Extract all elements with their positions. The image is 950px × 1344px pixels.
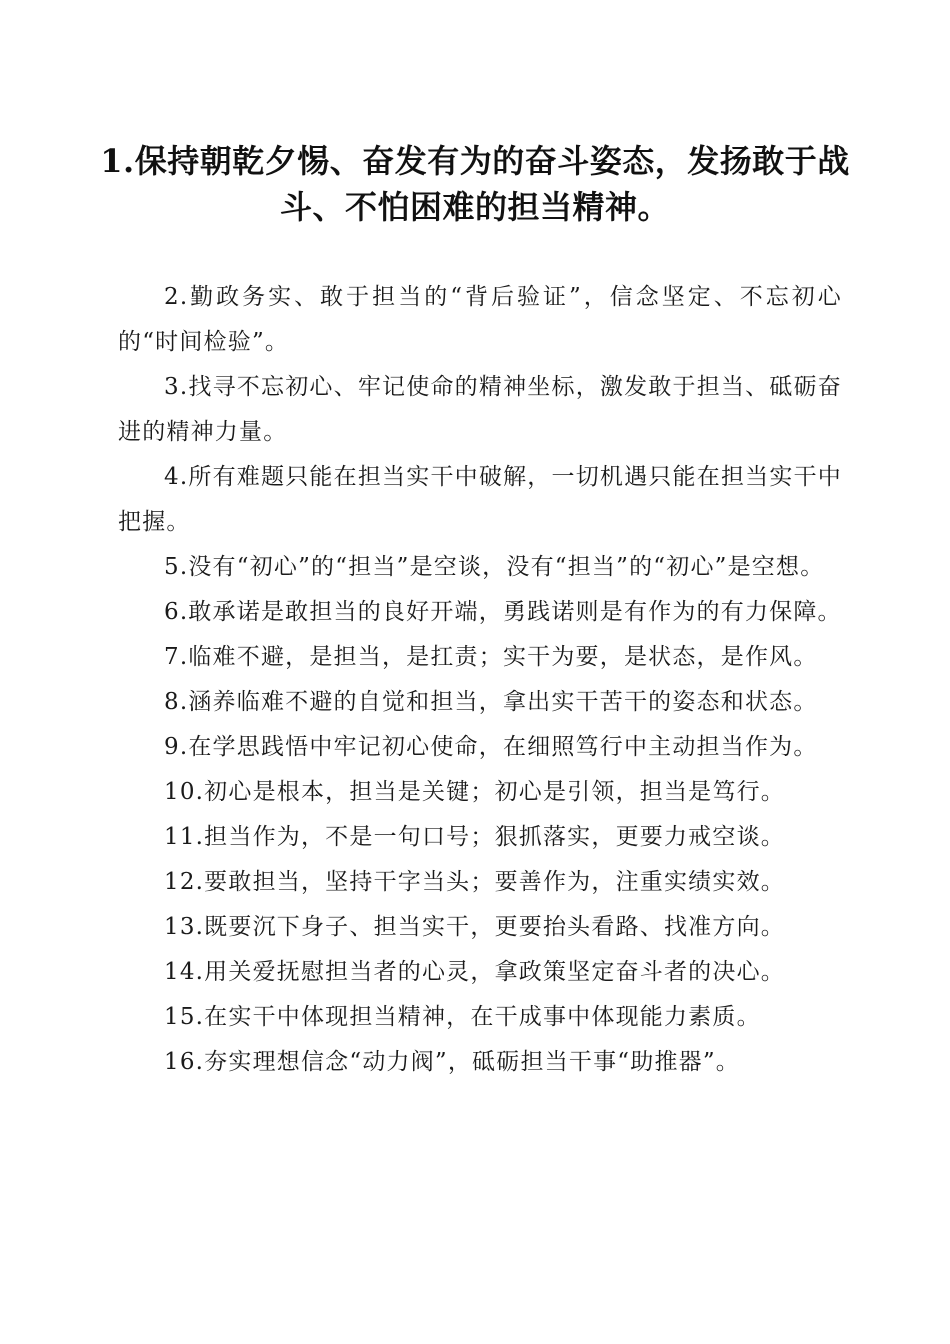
paragraph-14: 14.用关爱抚慰担当者的心灵，拿政策坚定奋斗者的决心。 — [164, 959, 785, 985]
paragraph-6: 6.敢承诺是敢担当的良好开端，勇践诺则是有作为的有力保障。 — [164, 599, 842, 625]
paragraph-7: 7.临难不避，是担当，是扛责；实干为要，是状态，是作风。 — [164, 644, 818, 670]
paragraph-3: 3.找寻不忘初心、牢记使命的精神坐标，激发敢于担当、砥砺奋进的精神力量。 — [118, 374, 842, 445]
paragraph-12: 12.要敢担当，坚持干字当头；要善作为，注重实绩实效。 — [164, 869, 785, 895]
paragraph-13: 13.既要沉下身子、担当实干，更要抬头看路、找准方向。 — [164, 914, 785, 940]
paragraph-5: 5.没有“初心”的“担当”是空谈，没有“担当”的“初心”是空想。 — [164, 554, 825, 580]
paragraph-8: 8.涵养临难不避的自觉和担当，拿出实干苦干的姿态和状态。 — [164, 689, 818, 715]
document-title: 1.保持朝乾夕惕、奋发有为的奋斗姿态，发扬敢于战斗、不怕困难的担当精神。 — [100, 142, 850, 226]
paragraph-10: 10.初心是根本，担当是关键；初心是引领，担当是笃行。 — [164, 779, 785, 805]
paragraph-2: 2.勤政务实、敢于担当的“背后验证”，信念坚定、不忘初心的“时间检验”。 — [118, 284, 842, 355]
paragraph-15: 15.在实干中体现担当精神，在干成事中体现能力素质。 — [164, 1004, 761, 1030]
paragraph-4: 4.所有难题只能在担当实干中破解，一切机遇只能在担当实干中把握。 — [118, 464, 842, 535]
paragraph-16: 16.夯实理想信念“动力阀”，砥砺担当干事“助推器”。 — [164, 1049, 741, 1075]
document-body — [118, 275, 842, 1085]
paragraph-11: 11.担当作为，不是一句口号；狠抓落实，更要力戒空谈。 — [164, 824, 785, 850]
paragraph-9: 9.在学思践悟中牢记初心使命，在细照笃行中主动担当作为。 — [164, 734, 818, 760]
